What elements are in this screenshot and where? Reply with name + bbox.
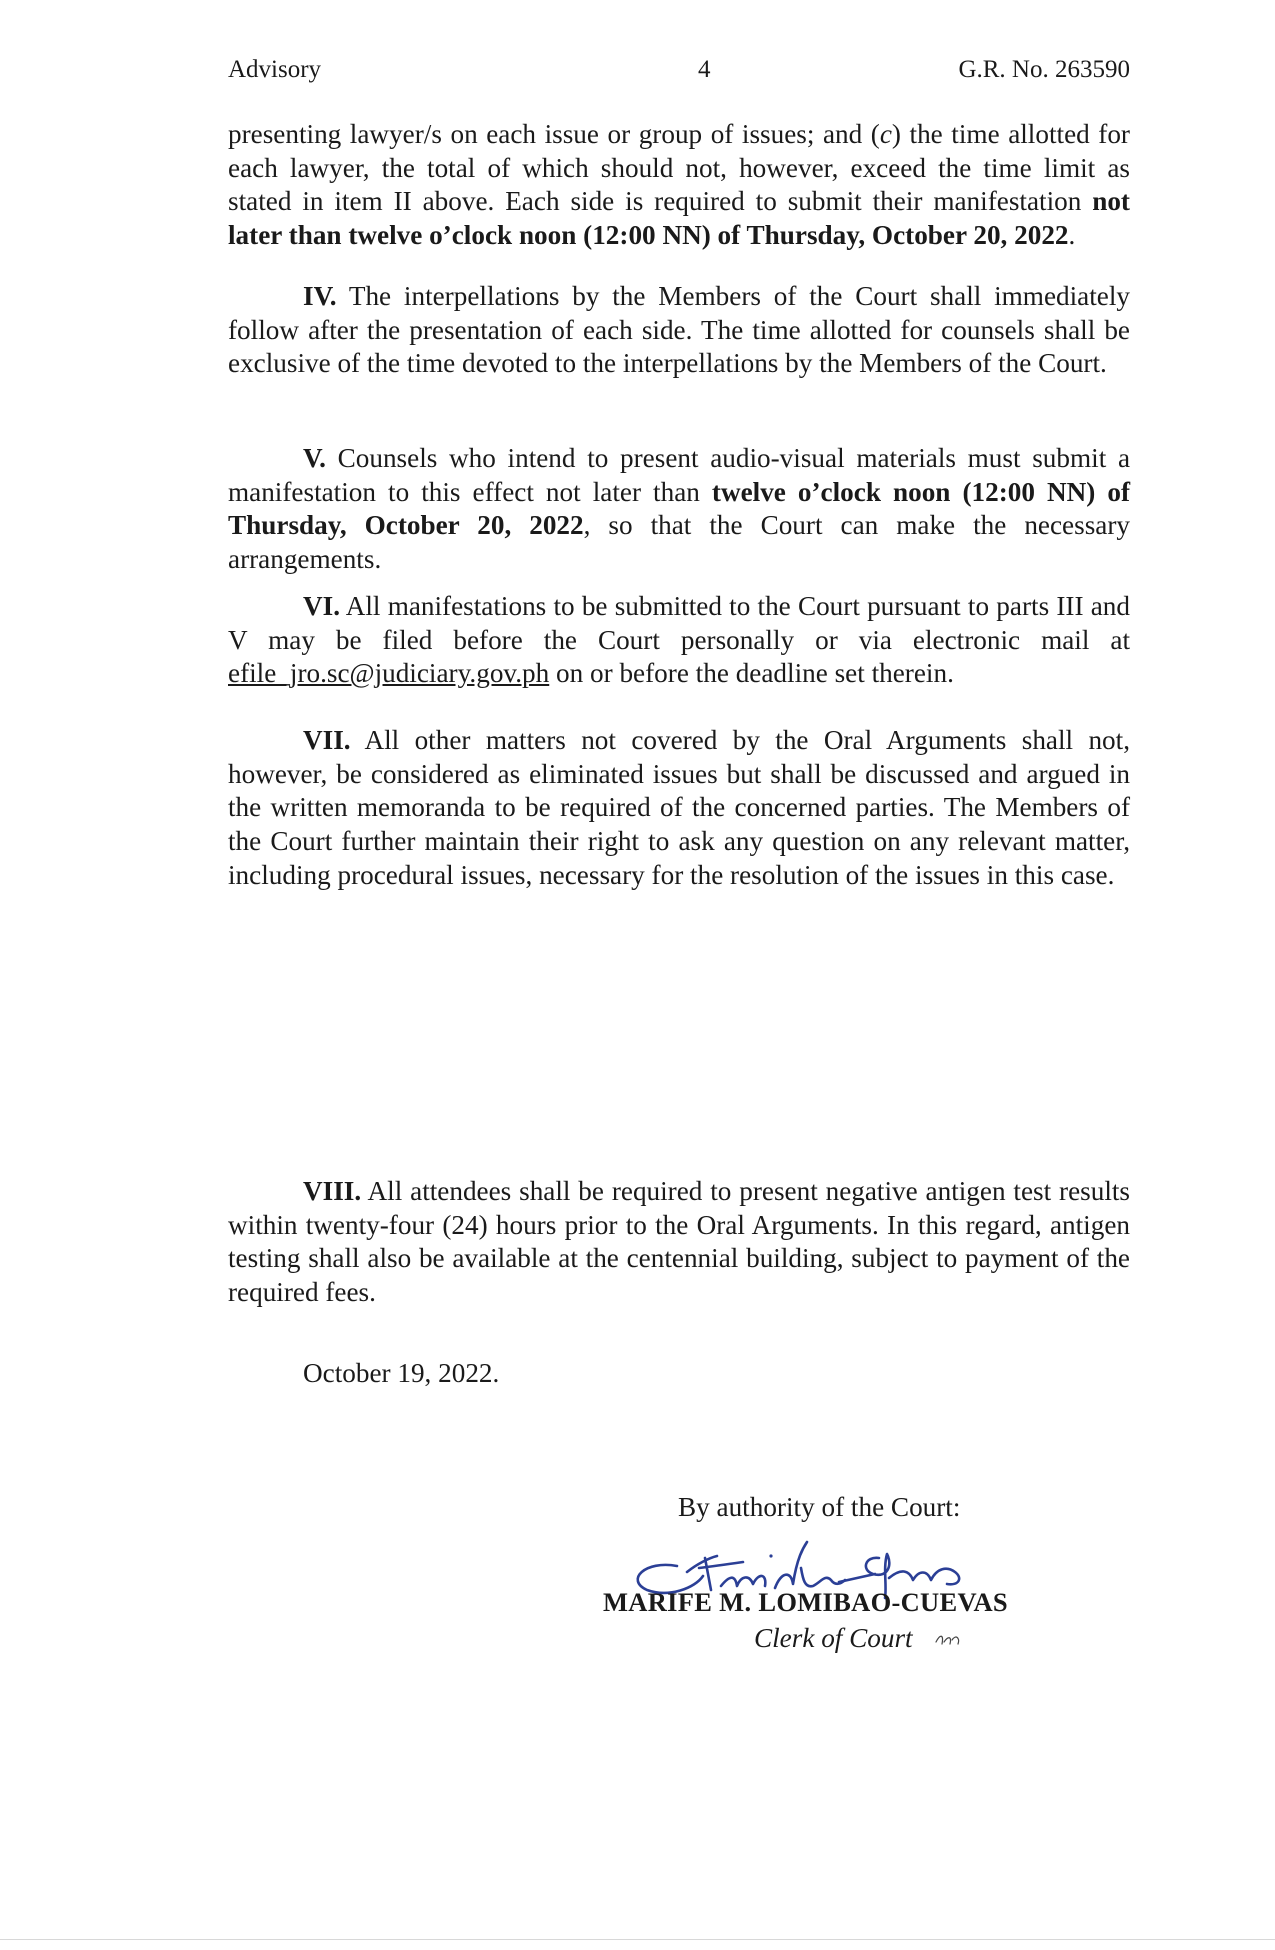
document-date: October 19, 2022. [303,1358,500,1388]
section-iv-paragraph [228,280,1130,381]
section-v-number: V. [303,443,326,473]
section-v-text: Counsels who intend to present audio-visual materials must submit a manifestation to this effect not later than [228,443,1131,507]
section-vi-text-2: on or before the deadline set therein. [549,658,954,689]
signatory-name: MARIFE M. LOMIBAO-CUEVAS [603,1587,1008,1617]
section-viii-paragraph [228,1175,1130,1310]
section-vii-paragraph [228,724,1130,893]
signatory-title: Clerk of Court [754,1623,913,1653]
handwritten-initials [934,1630,962,1648]
continuation-text-2: ) the time allotted for each lawyer, the total of which should not, however, exceed the time limit as stated in item II above. Each side is required to submit their manifestation [228,119,1130,217]
section-vi-number: VI. [303,591,341,621]
continuation-end: . [1068,220,1076,251]
continuation-paragraph [228,118,1130,253]
section-v-paragraph [228,442,1130,577]
section-v-text-2: , so that the Court can make the necessary arrangements. [228,510,1130,575]
authority-line: By authority of the Court: [678,1492,961,1522]
section-viii-text: All attendees shall be required to present negative antigen test results within twenty-four (24) hours prior to the Oral Arguments. In this regard, antigen testing shall also be available at the centennial building, subject to payment of the required fees. [228,1176,1131,1308]
section-viii-number: VIII. [303,1176,362,1206]
case-number: G.R. No. 263590 [958,56,1130,83]
section-v-deadline: twelve o’clock noon (12:00 NN) of Thursday, October 20, 2022 [228,476,1130,541]
section-iv-text: The interpellations by the Members of the Court shall immediately follow after the presentation of each side. The time allotted for counsels shall be exclusive of the time devoted to the interpellations by the Members of the Court. [228,281,1131,379]
continuation-text: presenting lawyer/s on each issue or group of issues; and ( [228,119,880,149]
email-link[interactable]: efile_jro.sc@judiciary.gov.ph [228,658,550,689]
scan-edge-line [0,1939,1275,1940]
section-vi-paragraph [228,590,1130,691]
section-iv-number: IV. [303,281,337,311]
header-document-type: Advisory [228,56,322,83]
section-vi-text: All manifestations to be submitted to the Court pursuant to parts III and V may be filed before the Court personally or via electronic mail at [228,591,1130,655]
item-letter-c: c [879,119,892,149]
page-number: 4 [698,56,711,83]
deadline-emphasis: not later than twelve o’clock noon (12:00 NN) of Thursday, October 20, 2022 [228,186,1130,251]
section-vii-number: VII. [303,725,351,755]
page-header [228,56,1130,92]
section-vii-text: All other matters not covered by the Oral Arguments shall not, however, be considered as eliminated issues but shall be discussed and argued in the written memoranda to be required of the concerned parties. The Members of the Court further maintain their right to ask any question on any relevant matter, including procedural issues, necessary for the resolution of the issues in this case. [228,725,1131,890]
